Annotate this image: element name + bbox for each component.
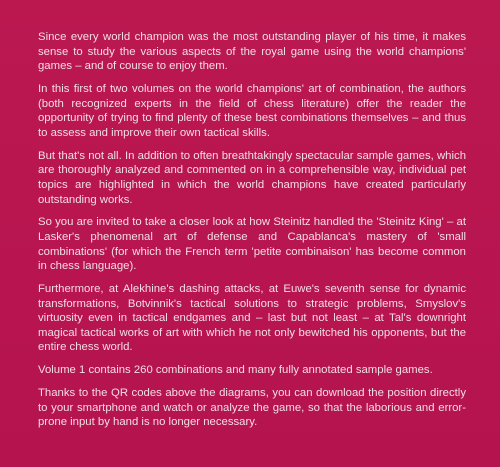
paragraph-alekhine-to-tal: Furthermore, at Alekhine's dashing attacks, at Euwe's seventh sense for dynamic transformations, Botvinnik's tactical solutions to strategic problems, Smyslov's virtuosity even in tactical endgames and – last but not least – at Tal's downright magical tactical works of art with which he not only bewitched his opponents, but the entire chess world.: [38, 283, 466, 354]
paragraph-intro: Since every world champion was the most outstanding player of his time, it makes sense to study the various aspects of the royal game using the world champions' games – and of course to enjoy them.: [38, 31, 466, 73]
paragraph-steinitz-lasker-capablanca: So you are invited to take a closer look at how Steinitz handled the 'Steinitz King' – at Lasker's phenomenal art of defense and Capablanca's mastery of 'small combinations' (for which the French term 'petite combinaison' has become common in chess language).: [38, 216, 466, 273]
paragraph-sample-games: But that's not all. In addition to often breathtakingly spectacular sample games, which are thoroughly analyzed and commented on in a comprehensible way, individual pet topics are highlighted in which the world champions have created particularly outstanding works.: [38, 149, 466, 206]
paragraph-qr-codes: Thanks to the QR codes above the diagrams, you can download the position directly to your smartphone and watch or analyze the game, so that the laborious and error-prone input by hand is no longer necessary.: [38, 387, 466, 429]
back-cover-text: [38, 30, 466, 430]
paragraph-volume-purpose: In this first of two volumes on the world champions' art of combination, the authors (both recognized experts in the field of chess literature) offer the reader the opportunity of trying to find plenty of these best combinations themselves – and thus to assess and improve their own tactical skills.: [38, 83, 466, 139]
paragraph-volume-contents: Volume 1 contains 260 combinations and many fully annotated sample games.: [38, 364, 433, 377]
